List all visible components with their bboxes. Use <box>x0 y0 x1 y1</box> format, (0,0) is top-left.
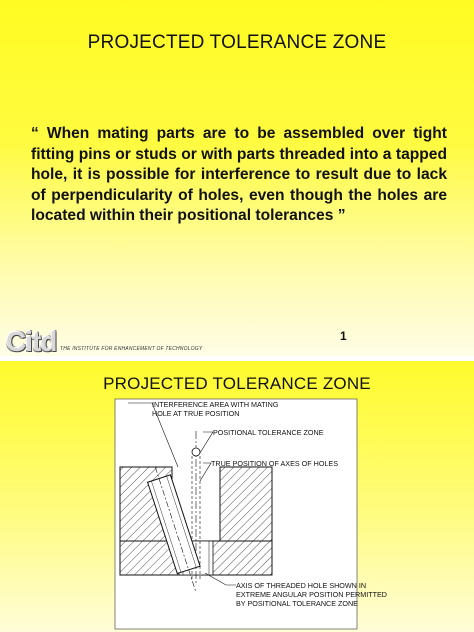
label-interference-1: INTERFERENCE AREA WITH MATING <box>152 400 279 409</box>
upper-part-right <box>220 467 272 541</box>
slide-1-title: PROJECTED TOLERANCE ZONE <box>87 32 387 53</box>
label-axis-2: EXTREME ANGULAR POSITION PERMITTED <box>236 590 387 599</box>
slide-2-title: PROJECTED TOLERANCE ZONE <box>103 374 371 393</box>
projected-tolerance-diagram <box>0 361 474 632</box>
citd-logo: Citd <box>6 326 57 356</box>
slide-2 <box>0 361 474 632</box>
page-number: 1 <box>340 329 347 343</box>
label-positional-zone: POSITIONAL TOLERANCE ZONE <box>213 428 324 437</box>
label-axis-1: AXIS OF THREADED HOLE SHOWN IN <box>236 581 367 590</box>
label-interference-2: HOLE AT TRUE POSITION <box>152 409 240 418</box>
label-true-position: TRUE POSITION OF AXES OF HOLES <box>211 459 339 468</box>
label-axis-3: BY POSITIONAL TOLERANCE ZONE <box>236 599 358 608</box>
zone-circle <box>192 448 200 456</box>
logo-tagline: THE INSTITUTE FOR ENHANCEMENT OF TECHNOLOGY <box>60 346 203 352</box>
slide-1-quote: “ When mating parts are to be assembled over tight fitting pins or studs or with parts threaded into a tapped hole, it is possible for interference to result due to lack of perpendicularity of holes, even though the holes are located within their positional tolerances ” <box>31 125 447 224</box>
